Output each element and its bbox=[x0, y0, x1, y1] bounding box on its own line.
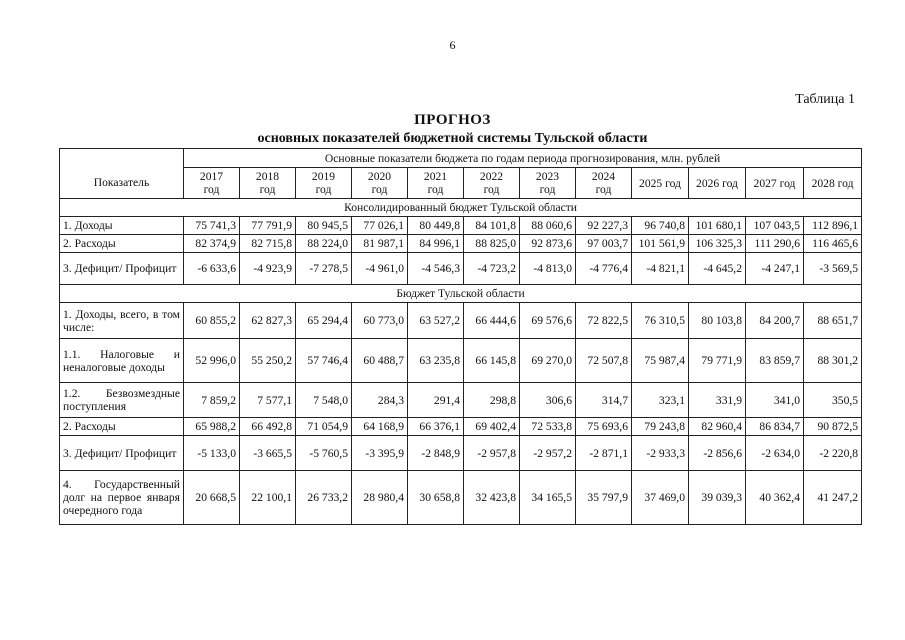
section-title: Бюджет Тульской области bbox=[60, 285, 862, 303]
value-cell: 65 988,2 bbox=[184, 418, 240, 436]
value-cell: 314,7 bbox=[576, 383, 632, 418]
value-cell: 75 987,4 bbox=[632, 339, 689, 383]
value-cell: -2 957,2 bbox=[520, 436, 576, 471]
year-header-2020: 2020 год bbox=[352, 168, 408, 199]
value-cell: -2 634,0 bbox=[746, 436, 804, 471]
year-header-2017: 2017 год bbox=[184, 168, 240, 199]
value-cell: 75 693,6 bbox=[576, 418, 632, 436]
value-cell: -4 961,0 bbox=[352, 253, 408, 285]
value-cell: 60 488,7 bbox=[352, 339, 408, 383]
value-cell: 92 227,3 bbox=[576, 217, 632, 235]
value-cell: 63 527,2 bbox=[408, 303, 464, 339]
document-subtitle: основных показателей бюджетной системы Тульской области bbox=[257, 131, 648, 146]
row-label: 3. Дефицит/ Профицит bbox=[60, 253, 184, 285]
forecast-table bbox=[59, 148, 862, 525]
value-cell: 81 987,1 bbox=[352, 235, 408, 253]
value-cell: -6 633,6 bbox=[184, 253, 240, 285]
value-cell: 72 533,8 bbox=[520, 418, 576, 436]
value-cell: 66 492,8 bbox=[240, 418, 296, 436]
row-label: 1.2. Безвозмездные поступления bbox=[60, 383, 184, 418]
value-cell: 75 741,3 bbox=[184, 217, 240, 235]
value-cell: 69 402,4 bbox=[464, 418, 520, 436]
value-cell: 30 658,8 bbox=[408, 471, 464, 525]
value-cell: -4 645,2 bbox=[689, 253, 746, 285]
value-cell: -4 813,0 bbox=[520, 253, 576, 285]
value-cell: 71 054,9 bbox=[296, 418, 352, 436]
value-cell: 69 576,6 bbox=[520, 303, 576, 339]
value-cell: 66 444,6 bbox=[464, 303, 520, 339]
value-cell: 284,3 bbox=[352, 383, 408, 418]
value-cell: 60 855,2 bbox=[184, 303, 240, 339]
value-cell: 66 145,8 bbox=[464, 339, 520, 383]
table-row bbox=[60, 436, 862, 471]
value-cell: -2 856,6 bbox=[689, 436, 746, 471]
value-cell: 57 746,4 bbox=[296, 339, 352, 383]
row-label: 1. Доходы, всего, в том числе: bbox=[60, 303, 184, 339]
value-cell: 107 043,5 bbox=[746, 217, 804, 235]
value-cell: 7 548,0 bbox=[296, 383, 352, 418]
year-header-2028: 2028 год bbox=[804, 168, 862, 199]
value-cell: 86 834,7 bbox=[746, 418, 804, 436]
value-cell: 35 797,9 bbox=[576, 471, 632, 525]
year-header-2022: 2022 год bbox=[464, 168, 520, 199]
table-label: Таблица 1 bbox=[795, 92, 855, 107]
table-row bbox=[60, 303, 862, 339]
value-cell: 82 960,4 bbox=[689, 418, 746, 436]
row-label: 1. Доходы bbox=[60, 217, 184, 235]
row-label: 4. Государственный долг на первое января очередного года bbox=[60, 471, 184, 525]
value-cell: 28 980,4 bbox=[352, 471, 408, 525]
value-cell: 41 247,2 bbox=[804, 471, 862, 525]
group-header: Основные показатели бюджета по годам периода прогнозирования, млн. рублей bbox=[184, 149, 862, 168]
value-cell: 341,0 bbox=[746, 383, 804, 418]
value-cell: 291,4 bbox=[408, 383, 464, 418]
value-cell: 64 168,9 bbox=[352, 418, 408, 436]
value-cell: 88 301,2 bbox=[804, 339, 862, 383]
value-cell: 116 465,6 bbox=[804, 235, 862, 253]
value-cell: 32 423,8 bbox=[464, 471, 520, 525]
row-label: 2. Расходы bbox=[60, 418, 184, 436]
value-cell: -5 760,5 bbox=[296, 436, 352, 471]
year-header-2024: 2024 год bbox=[576, 168, 632, 199]
value-cell: -5 133,0 bbox=[184, 436, 240, 471]
value-cell: 331,9 bbox=[689, 383, 746, 418]
value-cell: 34 165,5 bbox=[520, 471, 576, 525]
value-cell: -7 278,5 bbox=[296, 253, 352, 285]
year-header-2023: 2023 год bbox=[520, 168, 576, 199]
year-header-2019: 2019 год bbox=[296, 168, 352, 199]
value-cell: 90 872,5 bbox=[804, 418, 862, 436]
value-cell: 76 310,5 bbox=[632, 303, 689, 339]
value-cell: -3 665,5 bbox=[240, 436, 296, 471]
value-cell: -4 723,2 bbox=[464, 253, 520, 285]
table-row bbox=[60, 253, 862, 285]
value-cell: 62 827,3 bbox=[240, 303, 296, 339]
value-cell: -2 848,9 bbox=[408, 436, 464, 471]
value-cell: 80 945,5 bbox=[296, 217, 352, 235]
value-cell: 112 896,1 bbox=[804, 217, 862, 235]
value-cell: -2 871,1 bbox=[576, 436, 632, 471]
indicator-header: Показатель bbox=[60, 149, 184, 199]
document-title: ПРОГНОЗ bbox=[414, 112, 491, 128]
value-cell: 82 374,9 bbox=[184, 235, 240, 253]
value-cell: 66 376,1 bbox=[408, 418, 464, 436]
value-cell: 88 651,7 bbox=[804, 303, 862, 339]
value-cell: -3 395,9 bbox=[352, 436, 408, 471]
value-cell: 88 825,0 bbox=[464, 235, 520, 253]
value-cell: -4 247,1 bbox=[746, 253, 804, 285]
value-cell: 92 873,6 bbox=[520, 235, 576, 253]
row-label: 2. Расходы bbox=[60, 235, 184, 253]
value-cell: -4 923,9 bbox=[240, 253, 296, 285]
value-cell: 69 270,0 bbox=[520, 339, 576, 383]
value-cell: -3 569,5 bbox=[804, 253, 862, 285]
value-cell: 26 733,2 bbox=[296, 471, 352, 525]
value-cell: 83 859,7 bbox=[746, 339, 804, 383]
value-cell: 80 449,8 bbox=[408, 217, 464, 235]
value-cell: -4 546,3 bbox=[408, 253, 464, 285]
value-cell: 60 773,0 bbox=[352, 303, 408, 339]
table-row bbox=[60, 471, 862, 525]
value-cell: 37 469,0 bbox=[632, 471, 689, 525]
year-header-2021: 2021 год bbox=[408, 168, 464, 199]
value-cell: 306,6 bbox=[520, 383, 576, 418]
value-cell: 7 577,1 bbox=[240, 383, 296, 418]
row-label: 1.1. Налоговые и неналоговые доходы bbox=[60, 339, 184, 383]
value-cell: 84 101,8 bbox=[464, 217, 520, 235]
value-cell: -2 220,8 bbox=[804, 436, 862, 471]
value-cell: 84 996,1 bbox=[408, 235, 464, 253]
year-header-2025: 2025 год bbox=[632, 168, 689, 199]
table-row bbox=[60, 339, 862, 383]
value-cell: 39 039,3 bbox=[689, 471, 746, 525]
value-cell: 101 561,9 bbox=[632, 235, 689, 253]
value-cell: 106 325,3 bbox=[689, 235, 746, 253]
value-cell: 84 200,7 bbox=[746, 303, 804, 339]
value-cell: 298,8 bbox=[464, 383, 520, 418]
value-cell: 77 791,9 bbox=[240, 217, 296, 235]
table-row bbox=[60, 235, 862, 253]
table-row bbox=[60, 383, 862, 418]
value-cell: 52 996,0 bbox=[184, 339, 240, 383]
value-cell: 79 771,9 bbox=[689, 339, 746, 383]
page-number: 6 bbox=[449, 38, 456, 52]
value-cell: -4 821,1 bbox=[632, 253, 689, 285]
value-cell: -2 933,3 bbox=[632, 436, 689, 471]
year-header-2018: 2018 год bbox=[240, 168, 296, 199]
value-cell: 111 290,6 bbox=[746, 235, 804, 253]
value-cell: 323,1 bbox=[632, 383, 689, 418]
table-row bbox=[60, 217, 862, 235]
value-cell: -4 776,4 bbox=[576, 253, 632, 285]
value-cell: 20 668,5 bbox=[184, 471, 240, 525]
value-cell: 96 740,8 bbox=[632, 217, 689, 235]
value-cell: 40 362,4 bbox=[746, 471, 804, 525]
value-cell: 82 715,8 bbox=[240, 235, 296, 253]
section-title: Консолидированный бюджет Тульской области bbox=[60, 199, 862, 217]
value-cell: 97 003,7 bbox=[576, 235, 632, 253]
value-cell: 350,5 bbox=[804, 383, 862, 418]
value-cell: 7 859,2 bbox=[184, 383, 240, 418]
value-cell: 22 100,1 bbox=[240, 471, 296, 525]
value-cell: 80 103,8 bbox=[689, 303, 746, 339]
value-cell: 88 224,0 bbox=[296, 235, 352, 253]
value-cell: 55 250,2 bbox=[240, 339, 296, 383]
year-header-2026: 2026 год bbox=[689, 168, 746, 199]
value-cell: 77 026,1 bbox=[352, 217, 408, 235]
value-cell: 65 294,4 bbox=[296, 303, 352, 339]
value-cell: 88 060,6 bbox=[520, 217, 576, 235]
value-cell: -2 957,8 bbox=[464, 436, 520, 471]
row-label: 3. Дефицит/ Профицит bbox=[60, 436, 184, 471]
table-row bbox=[60, 418, 862, 436]
year-header-2027: 2027 год bbox=[746, 168, 804, 199]
value-cell: 72 507,8 bbox=[576, 339, 632, 383]
value-cell: 72 822,5 bbox=[576, 303, 632, 339]
value-cell: 63 235,8 bbox=[408, 339, 464, 383]
value-cell: 79 243,8 bbox=[632, 418, 689, 436]
value-cell: 101 680,1 bbox=[689, 217, 746, 235]
